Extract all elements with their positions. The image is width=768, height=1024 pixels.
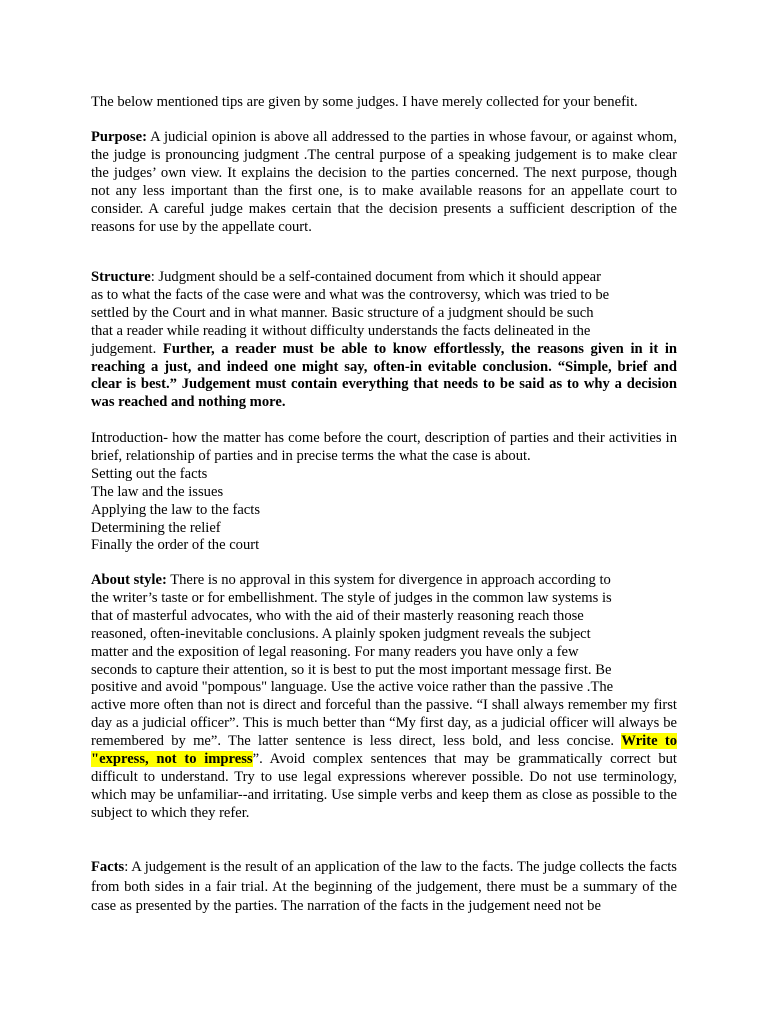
structure-heading: Structure: [91, 269, 151, 285]
purpose-paragraph: [91, 129, 677, 236]
style-body: active more often than not is direct and forceful than the passive. “I shall always remember my first day as a judicial officer”. This is much better than “My first day, as a judicial officer will always be remembered by me”. The latter sentence is less direct, less bold, and less concise. Write to "express, not to impress”. Avoid complex sentences that may be grammatically correct but difficult to understand. Try to use legal expressions wherever possible. Do not use terminology, which may be unfamiliar--and irritating. Use simple verbs and keep them as close as possible to the subject to which they refer.: [91, 697, 677, 821]
style-line-3: that of masterful advocates, who with the aid of their masterly reasoning reach those: [91, 607, 584, 624]
outline-introduction: Introduction- how the matter has come before the court, description of parties and their activities in brief, relationship of parties and in precise terms the what the case is about.: [91, 430, 677, 464]
structure-line-4: that a reader while reading it without difficulty understands the facts delineated in the: [91, 322, 591, 339]
structure-paragraph: [91, 269, 677, 412]
highlighted-text: Write to "express, not to impress: [91, 733, 677, 768]
outline-item: Finally the order of the court: [91, 537, 260, 554]
facts-heading: Facts: [91, 859, 125, 875]
structure-line-1: Structure: Judgment should be a self-contained document from which it should appear: [91, 269, 601, 285]
facts-body: : A judgement is the result of an application of the law to the facts. The judge collects the facts from both sides in a fair trial. At the beginning of the judgement, there must be a summary of the case as presented by the parties. The narration of the facts in the judgement need not be: [91, 859, 677, 914]
style-line-4: reasoned, often-inevitable conclusions. A plainly spoken judgment reveals the subject: [91, 625, 591, 642]
outline-paragraph: [91, 430, 677, 555]
outline-item: The law and the issues: [91, 483, 224, 500]
style-line-2: the writer’s taste or for embellishment. The style of judges in the common law systems is: [91, 589, 612, 606]
purpose-heading: Purpose:: [91, 129, 147, 145]
purpose-body: A judicial opinion is above all addressed to the parties in whose favour, or against whom, the judge is pronouncing judgment .The central purpose of a speaking judgement is to make clear the judges’ own view. It explains the decision to the parties concerned. The next purpose, though not any less important than the first one, is to make available reasons for an appellate court to consider. A careful judge makes certain that the decision presents a sufficient description of the reasons for use by the appellate court.: [91, 129, 677, 235]
structure-line-2: as to what the facts of the case were and what was the controversy, which was tried to be: [91, 286, 610, 303]
style-line-1: About style: There is no approval in this system for divergence in approach according to: [91, 572, 611, 588]
structure-bold-text: Further, a reader must be able to know effortlessly, the reasons given in it in reaching a just, and indeed one might say, often-in evitable conclusion. “Simple, brief and clear is best.” Judgement must contain everything that needs to be said as to why a decision was reached and nothing more.: [91, 340, 677, 411]
structure-line-3: settled by the Court and in what manner. Basic structure of a judgment should be such: [91, 304, 594, 321]
style-line-7: positive and avoid "pompous" language. Use the active voice rather than the passive .The: [91, 679, 614, 696]
outline-item: Setting out the facts: [91, 465, 208, 482]
style-heading: About style:: [91, 572, 167, 588]
intro-paragraph: The below mentioned tips are given by some judges. I have merely collected for your benefit.: [91, 94, 638, 110]
style-paragraph: [91, 572, 677, 823]
style-line-6: seconds to capture their attention, so it is best to put the most important message first. Be: [91, 661, 612, 678]
facts-paragraph: [91, 858, 677, 917]
outline-item: Determining the relief: [91, 519, 221, 536]
structure-conclusion: judgement. Further, a reader must be able to know effortlessly, the reasons given in it in reaching a just, and indeed one might say, often-in evitable conclusion. “Simple, brief and clear is best.” Judgement must contain everything that needs to be said as to why a decision was reached and nothing more.: [91, 340, 677, 411]
outline-item: Applying the law to the facts: [91, 501, 261, 518]
style-line-5: matter and the exposition of legal reasoning. For many readers you have only a few: [91, 643, 579, 660]
